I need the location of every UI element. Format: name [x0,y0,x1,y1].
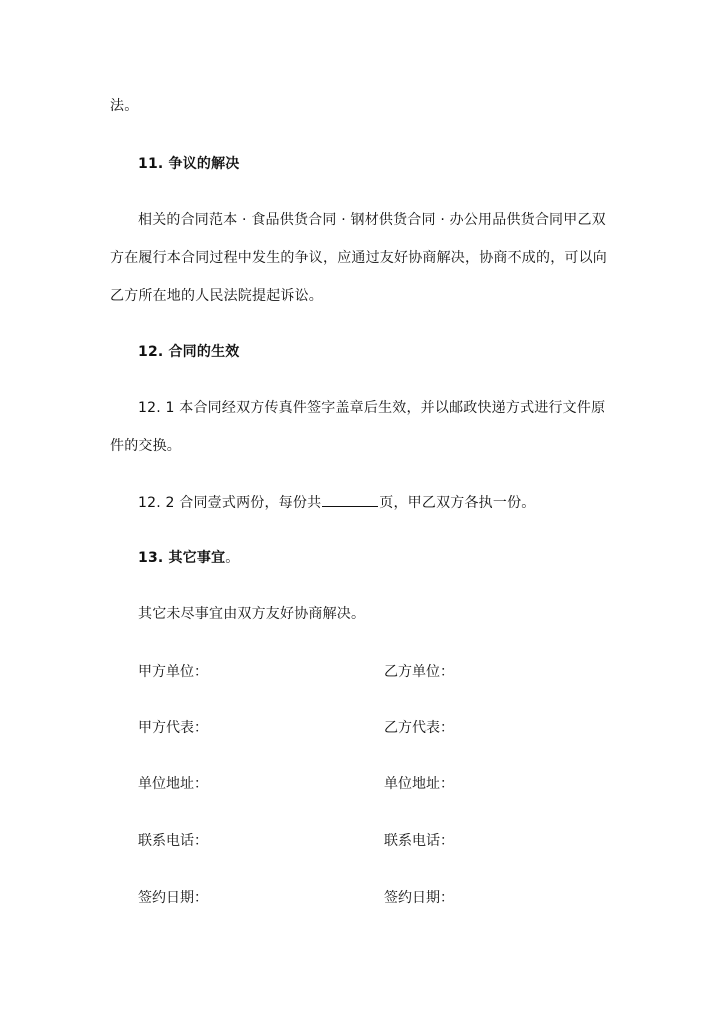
paragraph-11-line-3: 乙方所在地的人民法院提起诉讼。 [110,288,323,304]
party-a-address-label: 单位地址： [138,776,208,792]
party-b-unit-label: 乙方单位： [384,664,454,680]
paragraph-continuation: 法。 [110,98,139,114]
paragraph-11-line-2: 方在履行本合同过程中发生的争议，应通过友好协商解决，协商不成的，可以向 [110,250,607,266]
clause-12-1-line-2: 件的交换。 [110,438,181,454]
paragraph-13: 其它未尽事宜由双方友好协商解决。 [138,606,366,622]
clause-12-2 [138,492,535,513]
page-count-blank [322,492,378,507]
party-a-date-label: 签约日期： [138,890,208,906]
party-b-phone-label: 联系电话： [384,833,454,849]
party-a-unit-label: 甲方单位： [138,664,208,680]
section-heading-13 [138,548,239,568]
section-heading-12: 12. 合同的生效 [138,344,240,360]
party-b-date-label: 签约日期： [384,890,454,906]
party-b-representative-label: 乙方代表： [384,720,454,736]
section-heading-11: 11. 争议的解决 [138,156,240,172]
party-a-phone-label: 联系电话： [138,833,208,849]
party-a-representative-label: 甲方代表： [138,720,208,736]
clause-12-2-text-after: 页，甲乙双方各执一份。 [379,495,536,511]
section-heading-13-punct: 。 [225,550,240,566]
clause-12-1-line-1: 12. 1 本合同经双方传真件签字盖章后生效，并以邮政快递方式进行文件原 [138,400,606,416]
paragraph-11-line-1: 相关的合同范本 · 食品供货合同 · 钢材供货合同 · 办公用品供货合同甲乙双 [138,212,606,228]
party-b-address-label: 单位地址： [384,776,454,792]
clause-12-2-text-before: 12. 2 合同壹式两份，每份共 [138,495,322,511]
section-heading-13-text: 13. 其它事宜 [138,550,226,566]
